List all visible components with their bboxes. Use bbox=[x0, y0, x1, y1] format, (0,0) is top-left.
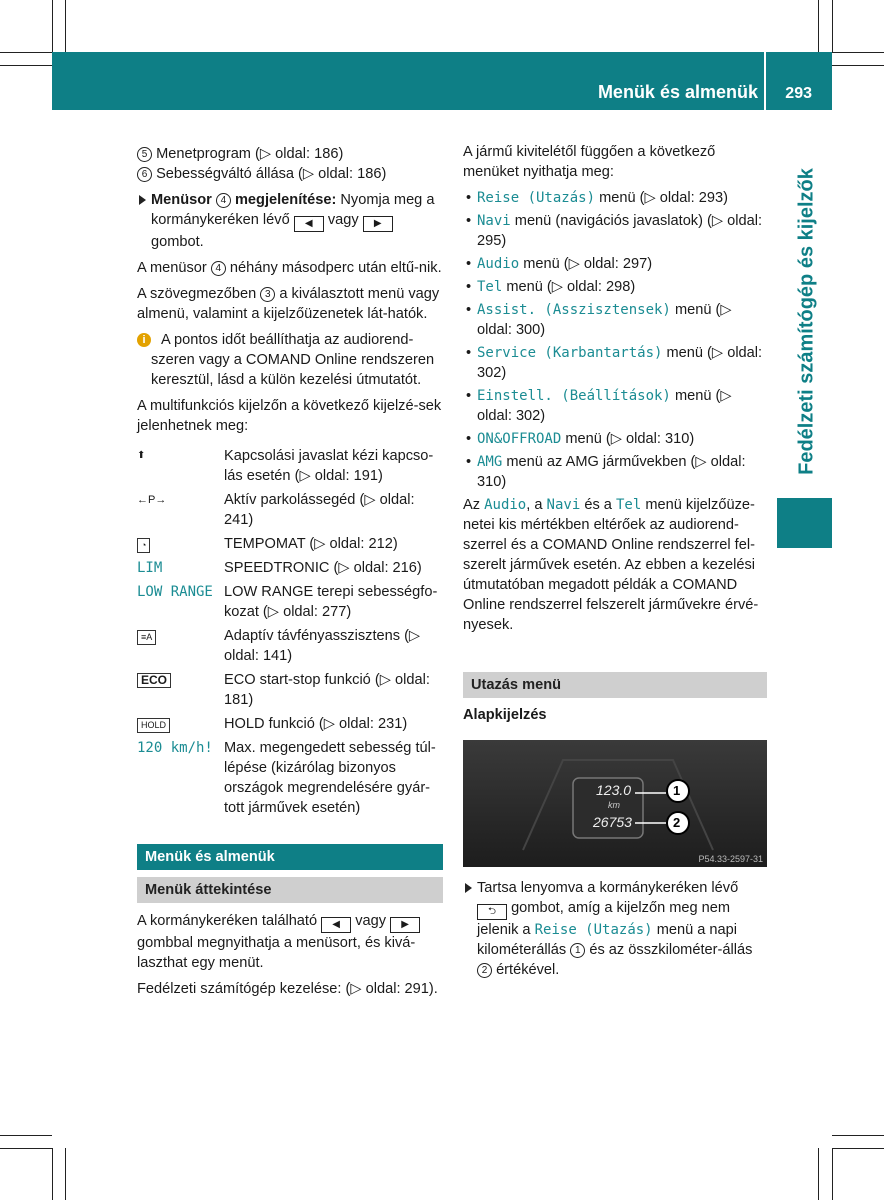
right-arrow-key-icon: ▶ bbox=[390, 917, 420, 933]
paragraph bbox=[463, 495, 767, 635]
list-item bbox=[137, 144, 443, 164]
paragraph: A jármű kivitelétől függően a következő menüket nyithatja meg: bbox=[463, 144, 716, 180]
symbol-row bbox=[137, 490, 443, 530]
paragraph bbox=[137, 284, 443, 324]
side-tab-block bbox=[777, 498, 832, 548]
text: gombbal megnyithatja a menüsort, és kivá-laszthat egy menüt. bbox=[137, 935, 416, 971]
menu-text: menü (▷ oldal: 298) bbox=[506, 279, 636, 295]
left-arrow-key-icon: ◀ bbox=[294, 216, 324, 232]
symbol-row bbox=[137, 582, 443, 622]
menu-text: menü (▷ oldal: 300) bbox=[477, 302, 732, 338]
subsection-heading: Menük áttekintése bbox=[137, 877, 443, 903]
symbol-desc: ECO start-stop funkció (▷ oldal: 181) bbox=[224, 672, 430, 708]
symbol-row bbox=[137, 446, 443, 486]
text: a kiválasztott menü vagy almenü, valamint a kijelzőüzenetek lát-hatók. bbox=[137, 286, 440, 322]
callout-number: 4 bbox=[211, 261, 226, 276]
list-item-text: Menetprogram (▷ oldal: 186) bbox=[156, 146, 344, 162]
text: értékével. bbox=[496, 962, 560, 978]
callout-number: 5 bbox=[137, 147, 152, 162]
callout-number: 1 bbox=[570, 943, 585, 958]
back-key-icon: ⮌ bbox=[477, 904, 507, 920]
menu-code: Service (Karbantartás) bbox=[477, 345, 663, 361]
symbol-table bbox=[137, 446, 443, 818]
text: menü kijelzőüze-netei kis mértékben eltérőek az audiorend-szerrel és a COMAND Online rendszerrel fel-szerelt járművek esetén. Az ebben a kezelési útmutatóban megadott példák a COMAND Online rendszerrel felszerelt járművekre érvé-nyesek. bbox=[463, 497, 759, 633]
speed-warning-symbol: 120 km/h! bbox=[137, 740, 213, 756]
eco-icon bbox=[137, 670, 223, 690]
callout-2: 2 bbox=[673, 815, 681, 830]
menu-text: menü (▷ oldal: 302) bbox=[477, 388, 732, 424]
menu-code: Tel bbox=[477, 279, 503, 295]
menu-code: Navi bbox=[477, 213, 511, 229]
menu-text: menü (▷ oldal: 297) bbox=[523, 256, 653, 272]
total-value: 26753 bbox=[593, 814, 632, 830]
action-or: vagy bbox=[327, 212, 359, 228]
upshift-icon: ⬆ bbox=[137, 450, 146, 461]
menu-item bbox=[463, 211, 767, 251]
info-icon: i bbox=[137, 333, 151, 347]
menu-code: Navi bbox=[546, 497, 581, 513]
paragraph bbox=[137, 258, 443, 278]
page-header bbox=[52, 52, 832, 110]
menu-code: Reise (Utazás) bbox=[477, 190, 596, 206]
action-end: gombot. bbox=[151, 234, 204, 250]
text: és a bbox=[584, 497, 612, 513]
menu-text: menü (▷ oldal: 293) bbox=[599, 190, 728, 206]
text: néhány másodperc után eltű-nik. bbox=[229, 260, 442, 276]
symbol-desc: Max. megengedett sebesség túl-lépése (kizárólag bizonyos országok megrendelésére gyár-tott járművek esetén) bbox=[224, 740, 436, 816]
callout-number: 6 bbox=[137, 167, 152, 182]
text: , a bbox=[526, 497, 543, 513]
menu-item bbox=[463, 343, 767, 383]
menu-item bbox=[463, 188, 767, 208]
symbol-row bbox=[137, 670, 443, 710]
paragraph: A multifunkciós kijelzőn a következő kijelzé-sek jelenhetnek meg: bbox=[137, 398, 442, 434]
symbol-row bbox=[137, 714, 443, 734]
cruise-control-glyph: ◔ bbox=[137, 538, 150, 553]
text: Tartsa lenyomva a kormánykeréken lévő bbox=[477, 880, 739, 896]
callout-number: 2 bbox=[477, 963, 492, 978]
paragraph bbox=[137, 911, 443, 973]
figure-ref: P54.33-2597-31 bbox=[698, 854, 763, 864]
parking-assist-icon: ←P→ bbox=[137, 494, 167, 506]
menu-code: Assist. (Asszisztensek) bbox=[477, 302, 671, 318]
text: vagy bbox=[355, 913, 387, 929]
menu-item bbox=[463, 452, 767, 492]
high-beam-glyph: ≡A bbox=[137, 630, 156, 645]
text: A menüsor bbox=[137, 260, 207, 276]
menu-text: menü az AMG járművekben (▷ oldal: 310) bbox=[477, 454, 746, 490]
action-text: Nyomja meg a kormánykeréken lévő bbox=[151, 192, 435, 228]
paragraph: Fedélzeti számítógép kezelése: (▷ oldal: 291). bbox=[137, 981, 438, 997]
trip-value: 123.0 bbox=[596, 782, 632, 798]
list-item bbox=[137, 164, 443, 184]
symbol-row bbox=[137, 738, 443, 818]
info-text: A pontos időt beállíthatja az audiorend-szeren vagy a COMAND Online rendszeren keresztül, lásd a külön kezelési útmutatót. bbox=[151, 332, 435, 388]
menu-code: Tel bbox=[615, 497, 642, 513]
section-heading: Menük és almenük bbox=[137, 844, 443, 870]
menu-item bbox=[463, 254, 767, 274]
menu-text: menü (navigációs javaslatok) (▷ oldal: 295) bbox=[477, 213, 763, 249]
symbol-row bbox=[137, 626, 443, 666]
cluster-figure bbox=[463, 740, 767, 867]
symbol-desc: Aktív parkolássegéd (▷ oldal: 241) bbox=[224, 492, 415, 528]
right-column bbox=[463, 142, 767, 641]
symbol-desc: Kapcsolási javaslat kézi kapcso-lás esetén (▷ oldal: 191) bbox=[224, 448, 434, 484]
side-tab bbox=[777, 150, 832, 490]
text: és az összkilométer-állás bbox=[589, 942, 753, 958]
callout-number: 4 bbox=[216, 193, 231, 208]
menu-item bbox=[463, 277, 767, 297]
action-bold2: megjelenítése: bbox=[234, 192, 337, 208]
page-title: Menük és almenük bbox=[597, 82, 758, 102]
menu-code: Reise (Utazás) bbox=[534, 922, 653, 938]
symbol-desc: SPEEDTRONIC (▷ oldal: 216) bbox=[224, 560, 422, 576]
info-note bbox=[137, 330, 443, 390]
menu-code: Audio bbox=[477, 256, 520, 272]
hold-icon bbox=[137, 714, 223, 734]
subheading: Alapkijelzés bbox=[463, 707, 547, 723]
trip-unit: km bbox=[608, 800, 620, 810]
section-heading: Utazás menü bbox=[463, 672, 767, 698]
cruise-control-icon bbox=[137, 534, 223, 554]
eco-glyph: ECO bbox=[137, 673, 171, 688]
menu-code: Einstell. (Beállítások) bbox=[477, 388, 671, 404]
action-step bbox=[137, 190, 443, 252]
header-divider bbox=[764, 52, 766, 110]
symbol-row bbox=[137, 534, 443, 554]
hold-glyph: HOLD bbox=[137, 718, 170, 733]
text: A kormánykeréken található bbox=[137, 913, 318, 929]
low-range-symbol: LOW RANGE bbox=[137, 584, 213, 600]
menu-code: ON&OFFROAD bbox=[477, 431, 562, 447]
symbol-desc: LOW RANGE terepi sebességfo-kozat (▷ oldal: 277) bbox=[224, 584, 438, 620]
action-bold: Menüsor bbox=[151, 192, 212, 208]
symbol-desc: Adaptív távfényasszisztens (▷ oldal: 141) bbox=[224, 628, 421, 664]
symbol-desc: TEMPOMAT (▷ oldal: 212) bbox=[224, 536, 398, 552]
list-item-text: Sebességváltó állása (▷ oldal: 186) bbox=[156, 166, 387, 182]
menu-item bbox=[463, 429, 767, 449]
action-step bbox=[463, 878, 767, 980]
symbol-desc: HOLD funkció (▷ oldal: 231) bbox=[224, 716, 408, 732]
left-arrow-key-icon: ◀ bbox=[321, 917, 351, 933]
text: menü a napi kilométerállás bbox=[477, 922, 738, 958]
callout-number: 3 bbox=[260, 287, 275, 302]
menu-code: AMG bbox=[477, 454, 503, 470]
lim-symbol: LIM bbox=[137, 560, 163, 576]
page-number: 293 bbox=[785, 85, 812, 102]
text: A szövegmezőben bbox=[137, 286, 257, 302]
text: gombot, amíg a kijelzőn meg nem jelenik a bbox=[477, 900, 731, 938]
menu-code: Audio bbox=[484, 497, 527, 513]
menu-text: menü (▷ oldal: 302) bbox=[477, 345, 763, 381]
callout-1: 1 bbox=[673, 783, 681, 798]
text: Az bbox=[463, 497, 481, 513]
side-tab-label: Fedélzeti számítógép és kijelzők bbox=[795, 168, 818, 475]
menu-text: menü (▷ oldal: 310) bbox=[565, 431, 695, 447]
high-beam-assist-icon bbox=[137, 626, 223, 646]
menu-item bbox=[463, 300, 767, 340]
left-column bbox=[137, 144, 443, 1005]
right-arrow-key-icon: ▶ bbox=[363, 216, 393, 232]
menu-item bbox=[463, 386, 767, 426]
symbol-row bbox=[137, 558, 443, 578]
